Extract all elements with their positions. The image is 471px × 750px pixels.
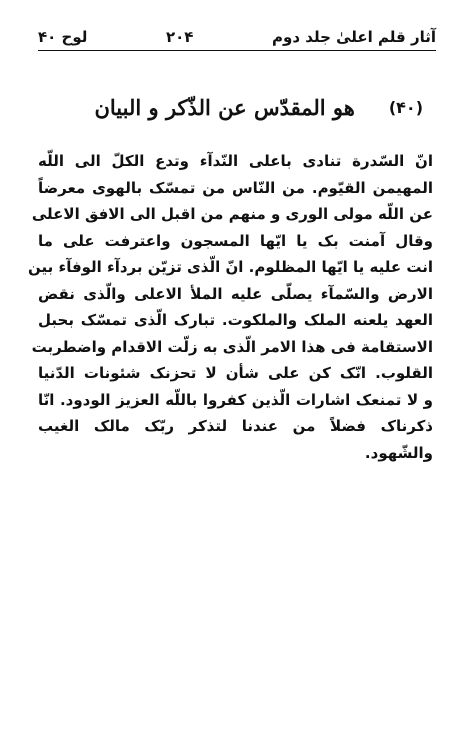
- tablet-body: [28, 148, 433, 466]
- body-line: العهد یلعنه الملک والملکوت. تبارک الّذی تمسّک بحبل: [38, 311, 433, 329]
- body-line: ذکرناک فضلاً من عندنا لتذکر ربّک مالک الغیب: [38, 417, 433, 435]
- body-line: انت علیه یا ایّها المظلوم. انّ الّذی تزیّن بردآء الوفآء بین: [28, 258, 433, 276]
- book-title: آثار قلم اعلیٰ جلد دوم: [272, 28, 436, 46]
- body-line: الاستقامة فی هذا الامر الّذی به زلّت الاقدام واضطربت: [31, 337, 433, 356]
- tablet-number: (۴۰): [388, 97, 423, 117]
- tablet-title: هو المقدّس عن الذّکر و البیان: [94, 94, 355, 120]
- body-line: القلوب. انّک کن علی شأن لا تحزنک شئونات الدّنیا: [38, 364, 433, 382]
- tablet-reference: لوح ۴۰: [38, 28, 88, 46]
- body-line: وقال آمنت بک یا ایّها المسجون واعترفت علی ما: [38, 231, 433, 250]
- body-line: عن اللّه مولی الوری و منهم من اقبل الی الافق الاعلی: [31, 205, 433, 223]
- tablet-heading: [38, 90, 433, 124]
- body-line: انّ السّدرة تنادی باعلی النّدآء وتدع الکلّ الی اللّه: [38, 152, 433, 170]
- body-line: و لا تمنعک اشارات الّذین کفروا باللّه العزیز الودود. انّا: [38, 390, 433, 409]
- page-number: ۲۰۴: [165, 28, 194, 46]
- body-line: المهیمن القیّوم. من النّاس من تمسّک بالهوی معرضاً: [38, 178, 433, 197]
- body-line: والشّهود.: [364, 443, 433, 462]
- body-line: الارض والسّمآء یصلّی علیه الملأ الاعلی والّذی نقض: [38, 284, 433, 303]
- running-header: [38, 24, 436, 51]
